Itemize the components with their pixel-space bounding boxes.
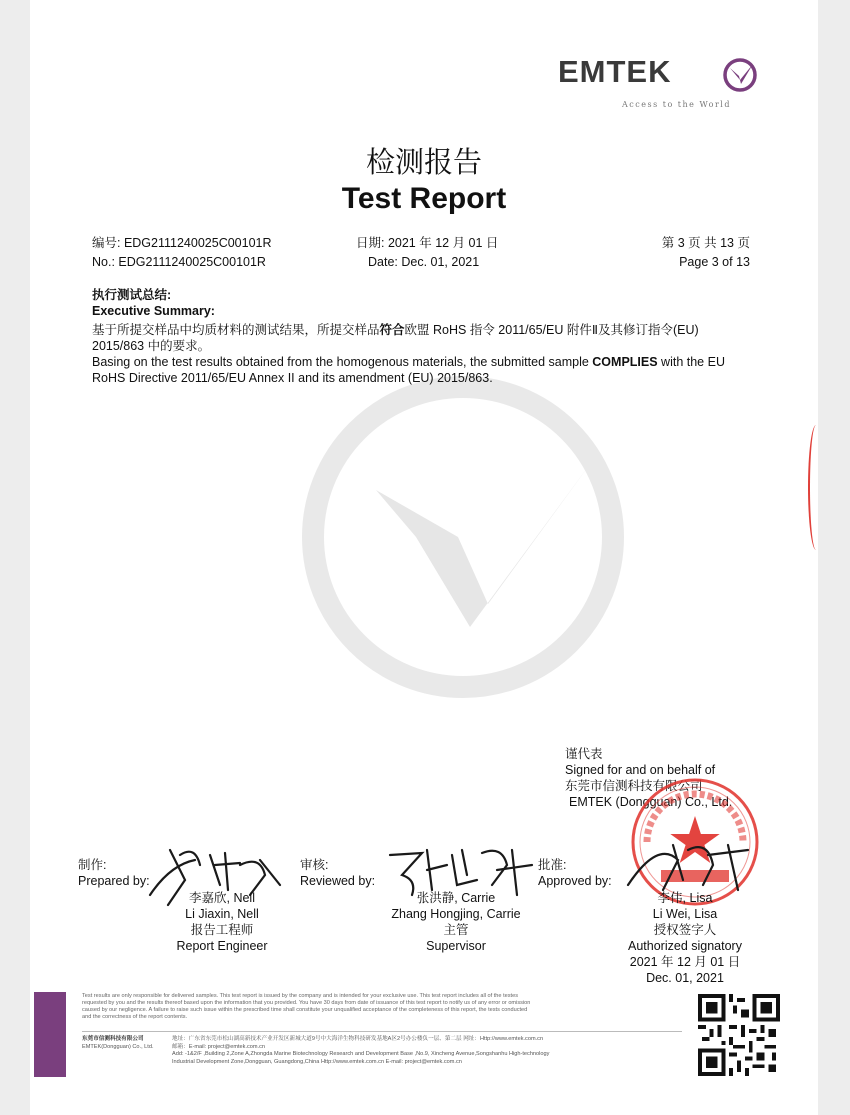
reviewed-label-cn: 审核:	[300, 858, 329, 872]
prepared-name-en: Li Jiaxin, Nell	[185, 907, 259, 921]
summary-heading-en: Executive Summary:	[92, 304, 215, 318]
reviewed-name-en: Zhang Hongjing, Carrie	[391, 907, 521, 921]
summary-text-en-part: with the EU	[657, 355, 725, 369]
signed-for-cn: 谨代表	[565, 747, 603, 761]
prepared-label-cn: 制作:	[78, 858, 107, 872]
report-title-cn: 检测报告	[365, 145, 482, 179]
approved-name-cn: 李伟, Lisa	[657, 891, 713, 905]
logo-wordmark: EMTEK	[558, 54, 672, 89]
approved-title-cn: 授权签字人	[653, 923, 717, 937]
footer-divider	[82, 1031, 682, 1032]
footer-company-en: EMTEK(Dongguan) Co., Ltd.	[82, 1043, 154, 1050]
summary-heading-cn: 执行测试总结:	[92, 288, 172, 302]
footer-address-en-1: Add: -1&2/F ,Building 2,Zone A,Zhongda Marine Biotechnology Research and Development Base ,No.9, Xincheng Avenue,Songshanhu High-technology	[172, 1051, 550, 1057]
approved-block	[610, 890, 760, 986]
report-number-en: No.: EDG2111240025C00101R	[92, 255, 266, 269]
footer-address-en-2: Industrial Development Zone,Dongguan, Guangdong,China Http://www.emtek.com.cn E-mail: project@emtek.com.cn	[172, 1058, 462, 1065]
report-page	[30, 0, 818, 1115]
footer-address	[172, 1036, 692, 1066]
signed-for-company-cn: 东莞市信测科技有限公司	[565, 779, 703, 793]
approved-name-en: Li Wei, Lisa	[652, 907, 718, 921]
summary-text-en-2: RoHS Directive 2011/65/EU Annex II and its amendment (EU) 2015/863.	[92, 371, 493, 385]
summary-complies-cn: 符合	[379, 323, 405, 337]
qr-code-icon	[698, 994, 780, 1076]
reviewed-block	[376, 890, 536, 954]
page-indicator-en: Page 3 of 13	[679, 255, 750, 269]
disclaimer-line: requested by you and the results thereof based upon the information that you provided. You have 30 days from date of issuance of this test report to notify us of any error or omission	[82, 1000, 531, 1006]
company-logo	[558, 50, 778, 120]
logo-tagline: Access to the World	[622, 100, 731, 109]
summary-text-cn	[92, 322, 792, 338]
summary-text-cn-part: 基于所提交样品中均质材料的测试结果，所提交样品	[92, 323, 380, 337]
signed-for-company-en: EMTEK (Dongguan) Co., Ltd.	[569, 795, 733, 809]
page-indicator	[630, 234, 750, 272]
prepared-name-cn: 李嘉欣, Nell	[189, 891, 255, 905]
summary-text-cn-part: 欧盟 RoHS 指令 2011/65/EU 附件Ⅱ及其修订指令(EU)	[404, 323, 699, 337]
footer-email-cn: 邮箱：E-mail: project@emtek.com.cn	[172, 1043, 266, 1050]
report-date-en: Date: Dec. 01, 2021	[368, 255, 480, 269]
footer-accent-bar	[34, 992, 66, 1077]
emtek-watermark-icon	[298, 372, 628, 702]
approved-title-en: Authorized signatory	[628, 939, 742, 953]
footer-company	[82, 1036, 172, 1051]
report-date	[356, 234, 498, 272]
report-number	[92, 234, 272, 272]
approved-label-cn: 批准:	[538, 858, 567, 872]
reviewed-title-cn: 主管	[443, 923, 469, 937]
reviewed-title-en: Supervisor	[426, 939, 486, 953]
summary-text-cn-2: 2015/863 中的要求。	[92, 339, 211, 353]
approved-label	[538, 857, 612, 889]
approved-label-en: Approved by:	[538, 874, 612, 888]
disclaimer-line: Test results are only responsible for delivered samples. This test report is issued by the company and is intended for your exclusive use. This test report includes all of the testes	[82, 993, 519, 999]
prepared-title-en: Report Engineer	[176, 939, 268, 953]
side-seal-fragment	[808, 425, 824, 550]
reviewed-name-cn: 张洪静, Carrie	[416, 891, 496, 905]
disclaimer-line: caused by our negligence. A failure to raise such issue within the prescribed time shall constitute your unqualified acceptance of the completeness of this report, the tests conducted	[82, 1007, 528, 1013]
footer-disclaimer	[82, 993, 692, 1021]
disclaimer-line: and the correctness of the report contents.	[82, 1014, 188, 1020]
footer-company-cn: 东莞市信测科技有限公司	[82, 1036, 144, 1042]
reviewed-label	[300, 857, 375, 889]
approved-date-cn: 2021 年 12 月 01 日	[629, 955, 741, 969]
page-indicator-cn: 第 3 页 共 13 页	[661, 236, 750, 250]
summary-text-en-part: Basing on the test results obtained from the homogenous materials, the submitted sample	[92, 355, 593, 369]
report-title-en: Test Report	[341, 182, 507, 215]
footer-address-cn: 地址：广东省东莞市松山湖高新技术产业开发区新城大道9号中大海洋生物科技研发基地A区2号办公楼负一层、第二层 网址：Http://www.emtek.com.cn	[172, 1036, 544, 1042]
summary-complies-en: COMPLIES	[592, 355, 658, 369]
executive-summary	[92, 287, 792, 386]
reviewed-label-en: Reviewed by:	[300, 874, 376, 888]
prepared-title-cn: 报告工程师	[190, 923, 254, 937]
summary-text-en	[92, 354, 792, 370]
prepared-label-en: Prepared by:	[78, 874, 150, 888]
signed-for-en: Signed for and on behalf of	[565, 763, 716, 777]
prepared-label	[78, 857, 150, 889]
report-number-cn: 编号: EDG2111240025C00101R	[92, 236, 272, 250]
approved-date-en: Dec. 01, 2021	[646, 971, 724, 985]
prepared-block	[152, 890, 292, 954]
checkmark-circle-icon	[720, 56, 760, 94]
report-date-cn: 日期: 2021 年 12 月 01 日	[356, 236, 499, 250]
